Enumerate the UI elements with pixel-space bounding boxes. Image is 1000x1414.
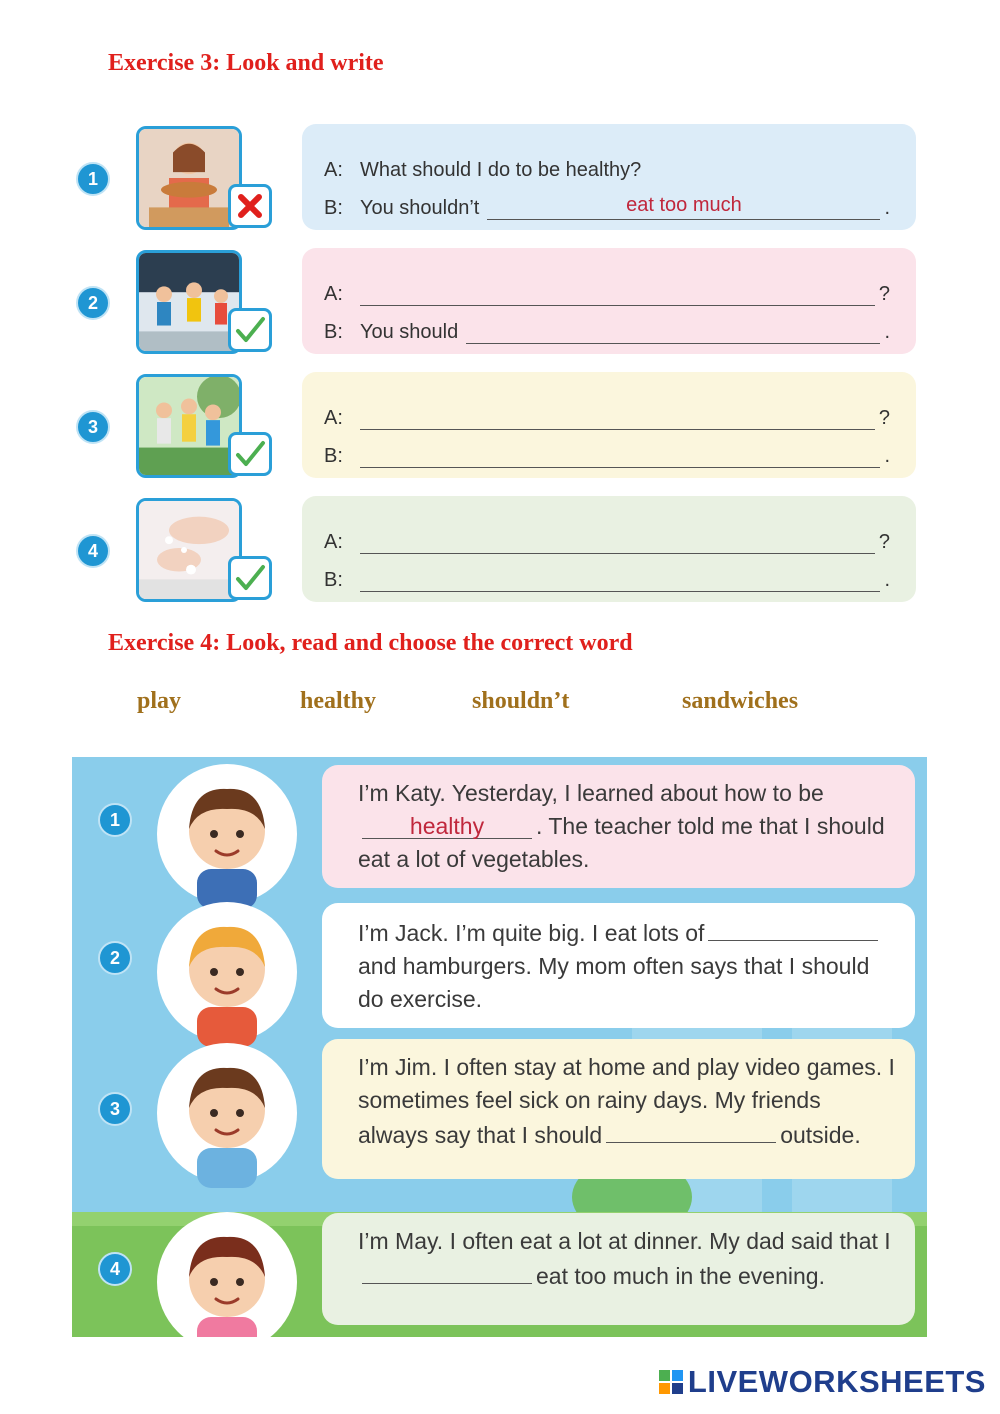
exercise-3-row	[70, 372, 920, 484]
exercise-3-row	[70, 124, 920, 236]
word-bank-item: play	[137, 688, 182, 714]
speaker-a-label: A:	[324, 283, 343, 305]
checkmark-icon	[228, 308, 272, 352]
cross-icon	[228, 184, 272, 228]
answer-blank[interactable]	[466, 320, 880, 344]
question-answer-blank[interactable]	[360, 282, 875, 306]
speech-bubble	[322, 903, 915, 1028]
text-before-blank: I’m Katy. Yesterday, I learned about how to be	[358, 780, 824, 806]
text-after-blank: . The teacher told me that I should eat a lot of vegetables.	[358, 813, 885, 872]
speech-bubble	[322, 1213, 915, 1325]
answer-prefix-text: You shouldn’t	[360, 197, 480, 219]
logo-text: LIVEWORKSHEETS	[687, 1364, 986, 1399]
question-end-punctuation: ?	[878, 283, 890, 305]
speaker-a-label: A:	[324, 531, 343, 553]
answer-prefix-text: You should	[360, 321, 459, 343]
question-answer-blank[interactable]	[360, 530, 875, 554]
speech-bubble	[322, 765, 915, 888]
answer-blank[interactable]	[487, 196, 880, 220]
child-avatar	[152, 759, 302, 909]
dialogue-box	[302, 248, 916, 354]
speaker-b-label: B:	[324, 321, 343, 343]
item-number-badge: 4	[76, 534, 110, 568]
speaker-b-label: B:	[324, 445, 343, 467]
answer-end-punctuation: .	[884, 445, 890, 467]
speaker-a-label: A:	[324, 159, 343, 181]
text-before-blank: I’m Jack. I’m quite big. I eat lots of	[358, 920, 705, 946]
child-avatar	[152, 1038, 302, 1188]
exercise-3-row	[70, 248, 920, 360]
item-number-badge: 3	[98, 1092, 132, 1126]
activity-photo	[136, 374, 242, 478]
exercise-3-row	[70, 496, 920, 608]
dialogue-box	[302, 372, 916, 478]
speech-bubble	[322, 1039, 915, 1179]
question-text: What should I do to be healthy?	[360, 159, 642, 181]
liveworksheets-logo	[658, 1364, 986, 1400]
item-number-badge: 2	[76, 286, 110, 320]
answer-blank[interactable]	[360, 444, 880, 468]
text-before-blank: I’m May. I often eat a lot at dinner. My dad said that I	[358, 1228, 891, 1254]
question-end-punctuation: ?	[878, 531, 890, 553]
answer-blank[interactable]: healthy	[362, 813, 532, 839]
dialogue-box	[302, 124, 916, 230]
checkmark-icon	[228, 556, 272, 600]
item-number-badge: 1	[98, 803, 132, 837]
question-answer-blank[interactable]	[360, 406, 875, 430]
child-avatar	[152, 897, 302, 1047]
child-avatar	[152, 1207, 302, 1337]
logo-icon	[658, 1369, 684, 1395]
answer-blank[interactable]	[708, 915, 878, 941]
activity-photo	[136, 250, 242, 354]
item-number-badge: 4	[98, 1252, 132, 1286]
speaker-b-label: B:	[324, 197, 343, 219]
item-number-badge: 1	[76, 162, 110, 196]
answer-end-punctuation: .	[884, 569, 890, 591]
answer-blank[interactable]	[606, 1117, 776, 1143]
activity-photo	[136, 498, 242, 602]
exercise-4-title: Exercise 4: Look, read and choose the correct word	[108, 630, 633, 656]
word-bank-item: shouldn’t	[472, 688, 570, 714]
word-bank-item: sandwiches	[682, 688, 799, 714]
word-bank-item: healthy	[300, 688, 377, 714]
reading-panel	[72, 757, 927, 1337]
answer-end-punctuation: .	[884, 197, 890, 219]
checkmark-icon	[228, 432, 272, 476]
text-after-blank: and hamburgers. My mom often says that I should do exercise.	[358, 953, 870, 1012]
item-number-badge: 3	[76, 410, 110, 444]
question-end-punctuation: ?	[878, 407, 890, 429]
exercise-3-title: Exercise 3: Look and write	[108, 50, 384, 76]
answer-blank[interactable]	[360, 568, 880, 592]
item-number-badge: 2	[98, 941, 132, 975]
text-after-blank: eat too much in the evening.	[536, 1263, 825, 1289]
answer-blank[interactable]	[362, 1258, 532, 1284]
answer-end-punctuation: .	[884, 321, 890, 343]
speaker-a-label: A:	[324, 407, 343, 429]
activity-photo	[136, 126, 242, 230]
text-before-blank: I’m Jim. I often stay at home and play video games. I sometimes feel sick on rainy days. My friends always say that I should	[358, 1054, 895, 1148]
dialogue-box	[302, 496, 916, 602]
filled-answer: eat too much	[626, 194, 742, 216]
text-after-blank: outside.	[780, 1122, 861, 1148]
speaker-b-label: B:	[324, 569, 343, 591]
